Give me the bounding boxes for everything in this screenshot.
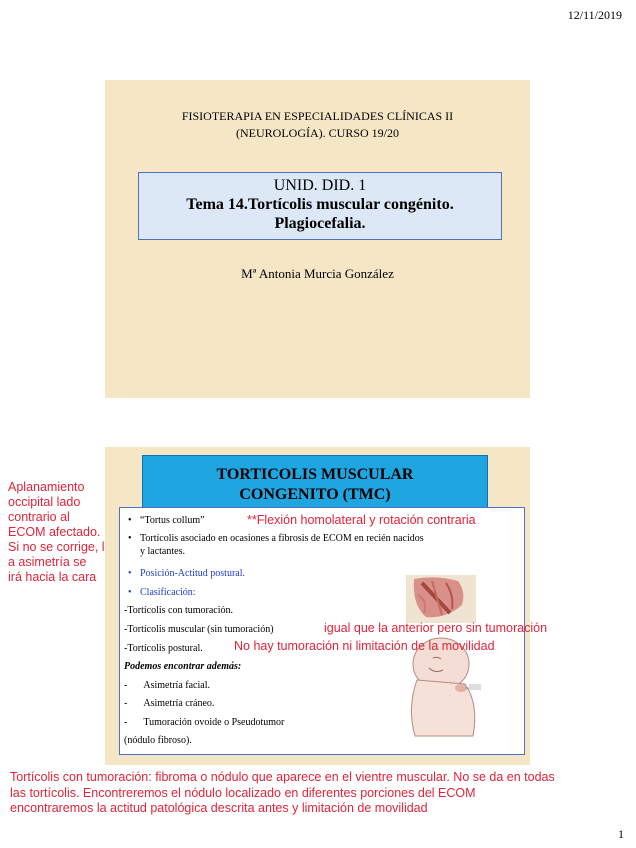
list-item: -Tortícolis con tumoración. bbox=[124, 605, 233, 616]
unit-label: UNID. DID. 1 bbox=[273, 177, 367, 194]
annotation-line: las tortícolis. Encontreremos el nódulo localizado en diferentes porciones del ECOM bbox=[10, 785, 476, 800]
title-line-1: TORTICOLIS MUSCULAR bbox=[216, 466, 414, 483]
annotation-line: Tortícolis con tumoración: fibroma o nódulo que aparece en el vientre muscular. No se da en todas bbox=[10, 770, 555, 784]
list-item: • “Tortus collum” bbox=[128, 515, 205, 526]
course-heading bbox=[105, 108, 530, 142]
slide-2-title bbox=[142, 455, 488, 511]
list-item: • Posición-Actitud postural. bbox=[128, 568, 245, 579]
annotation-no-hay: No hay tumoración ni limitación de la movilidad bbox=[234, 639, 495, 653]
neck-anatomy-illustration bbox=[406, 575, 476, 623]
list-item: • Clasificación: bbox=[128, 587, 196, 598]
list-item: -Tortícolis muscular (sin tumoración) bbox=[124, 624, 274, 635]
annotation-flexion: **Flexión homolateral y rotación contraria bbox=[247, 513, 476, 527]
page-number: 1 bbox=[618, 827, 624, 841]
list-heading: Podemos encontrar además: bbox=[124, 661, 242, 672]
list-item: -Tortícolis postural. bbox=[124, 643, 203, 654]
list-item: (nódulo fibroso). bbox=[124, 735, 192, 746]
annotation-line: contrario al bbox=[8, 510, 70, 524]
annotation-line: occipital lado bbox=[8, 495, 81, 509]
title-line-2: CONGENITO (TMC) bbox=[239, 486, 391, 503]
annotation-line: a asimetría se bbox=[8, 555, 87, 569]
annotation-line: Si no se corrige, l bbox=[8, 540, 105, 554]
course-line-2: (NEUROLOGÍA). CURSO 19/20 bbox=[236, 126, 399, 140]
list-item: - Asimetría cráneo. bbox=[124, 698, 215, 709]
print-date: 12/11/2019 bbox=[567, 8, 622, 22]
topic-line-1: Tema 14.Tortícolis muscular congénito. bbox=[186, 196, 454, 213]
annotation-line: ECOM afectado. bbox=[8, 525, 101, 539]
list-item: - Asimetría facial. bbox=[124, 680, 210, 691]
annotation-line: irá hacia la cara bbox=[8, 570, 97, 584]
annotation-igual: igual que la anterior pero sin tumoración bbox=[324, 621, 548, 635]
annotation-line: encontraremos la actitud patológica descrita antes y limitación de movilidad bbox=[10, 801, 428, 815]
course-line-1: FISIOTERAPIA EN ESPECIALIDADES CLÍNICAS II bbox=[181, 109, 454, 123]
left-annotation bbox=[8, 480, 120, 592]
author: Mª Antonia Murcia González bbox=[241, 266, 394, 281]
list-item: - Tumoración ovoide o Pseudotumor bbox=[124, 717, 285, 728]
bottom-annotation bbox=[10, 770, 555, 817]
topic-line-2: Plagiocefalia. bbox=[274, 215, 366, 232]
topic-box bbox=[138, 172, 502, 240]
annotation-line: Aplanamiento bbox=[8, 480, 85, 494]
slide-title bbox=[105, 80, 530, 398]
list-item: • Tortícolis asociado en ocasiones a fibrosis de ECOM en recién nacidos y lactantes. bbox=[128, 533, 424, 557]
